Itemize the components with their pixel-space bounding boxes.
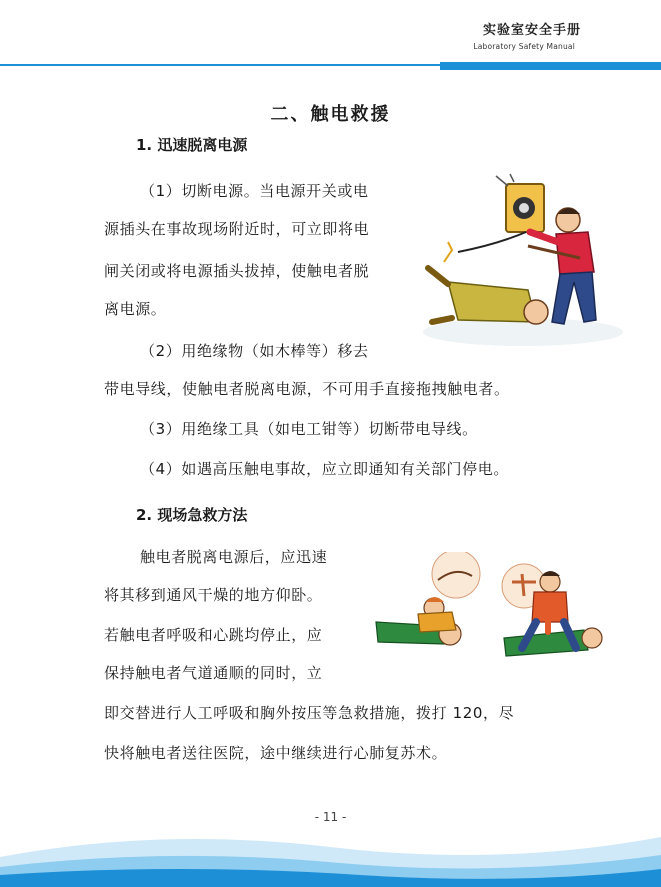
subsection-heading: 1. 迅速脱离电源 bbox=[136, 136, 248, 154]
page-number: - 11 - bbox=[314, 810, 347, 824]
paragraph-line: 源插头在事故现场附近时，可立即将电 bbox=[104, 220, 370, 238]
paragraph-line: （2）用绝缘物（如木棒等）移去 bbox=[140, 342, 369, 360]
shock-rescue-illustration bbox=[418, 172, 628, 352]
paragraph-line: 快将触电者送往医院，途中继续进行心肺复苏术。 bbox=[104, 744, 448, 762]
paragraph-line: 即交替进行人工呼吸和胸外按压等急救措施，拨打 120，尽 bbox=[104, 704, 515, 722]
paragraph-line: 离电源。 bbox=[104, 300, 167, 318]
cpr-illustration bbox=[372, 552, 612, 672]
paragraph-line: （3）用绝缘工具（如电工钳等）切断带电导线。 bbox=[140, 420, 478, 438]
paragraph-line: 带电导线，使触电者脱离电源，不可用手直接拖拽触电者。 bbox=[104, 380, 510, 398]
paragraph-line: 触电者脱离电源后，应迅速 bbox=[140, 548, 328, 566]
paragraph-line: （1）切断电源。当电源开关或电 bbox=[140, 182, 369, 200]
book-subtitle: Laboratory Safety Manual bbox=[473, 42, 575, 51]
subsection-heading: 2. 现场急救方法 bbox=[136, 506, 248, 524]
paragraph-line: 保持触电者气道通顺的同时，立 bbox=[104, 664, 323, 682]
book-title: 实验室安全手册 bbox=[482, 23, 581, 38]
paragraph-line: 将其移到通风干燥的地方仰卧。 bbox=[104, 586, 323, 604]
header-rule-accent bbox=[440, 62, 661, 70]
footer-wave-decoration bbox=[0, 817, 661, 887]
section-title: 二、触电救援 bbox=[270, 104, 391, 125]
page-header bbox=[0, 0, 661, 80]
paragraph-line: 闸关闭或将电源插头拔掉，使触电者脱 bbox=[104, 262, 370, 280]
paragraph-line: （4）如遇高压触电事故，应立即通知有关部门停电。 bbox=[140, 460, 509, 478]
paragraph-line: 若触电者呼吸和心跳均停止，应 bbox=[104, 626, 323, 644]
